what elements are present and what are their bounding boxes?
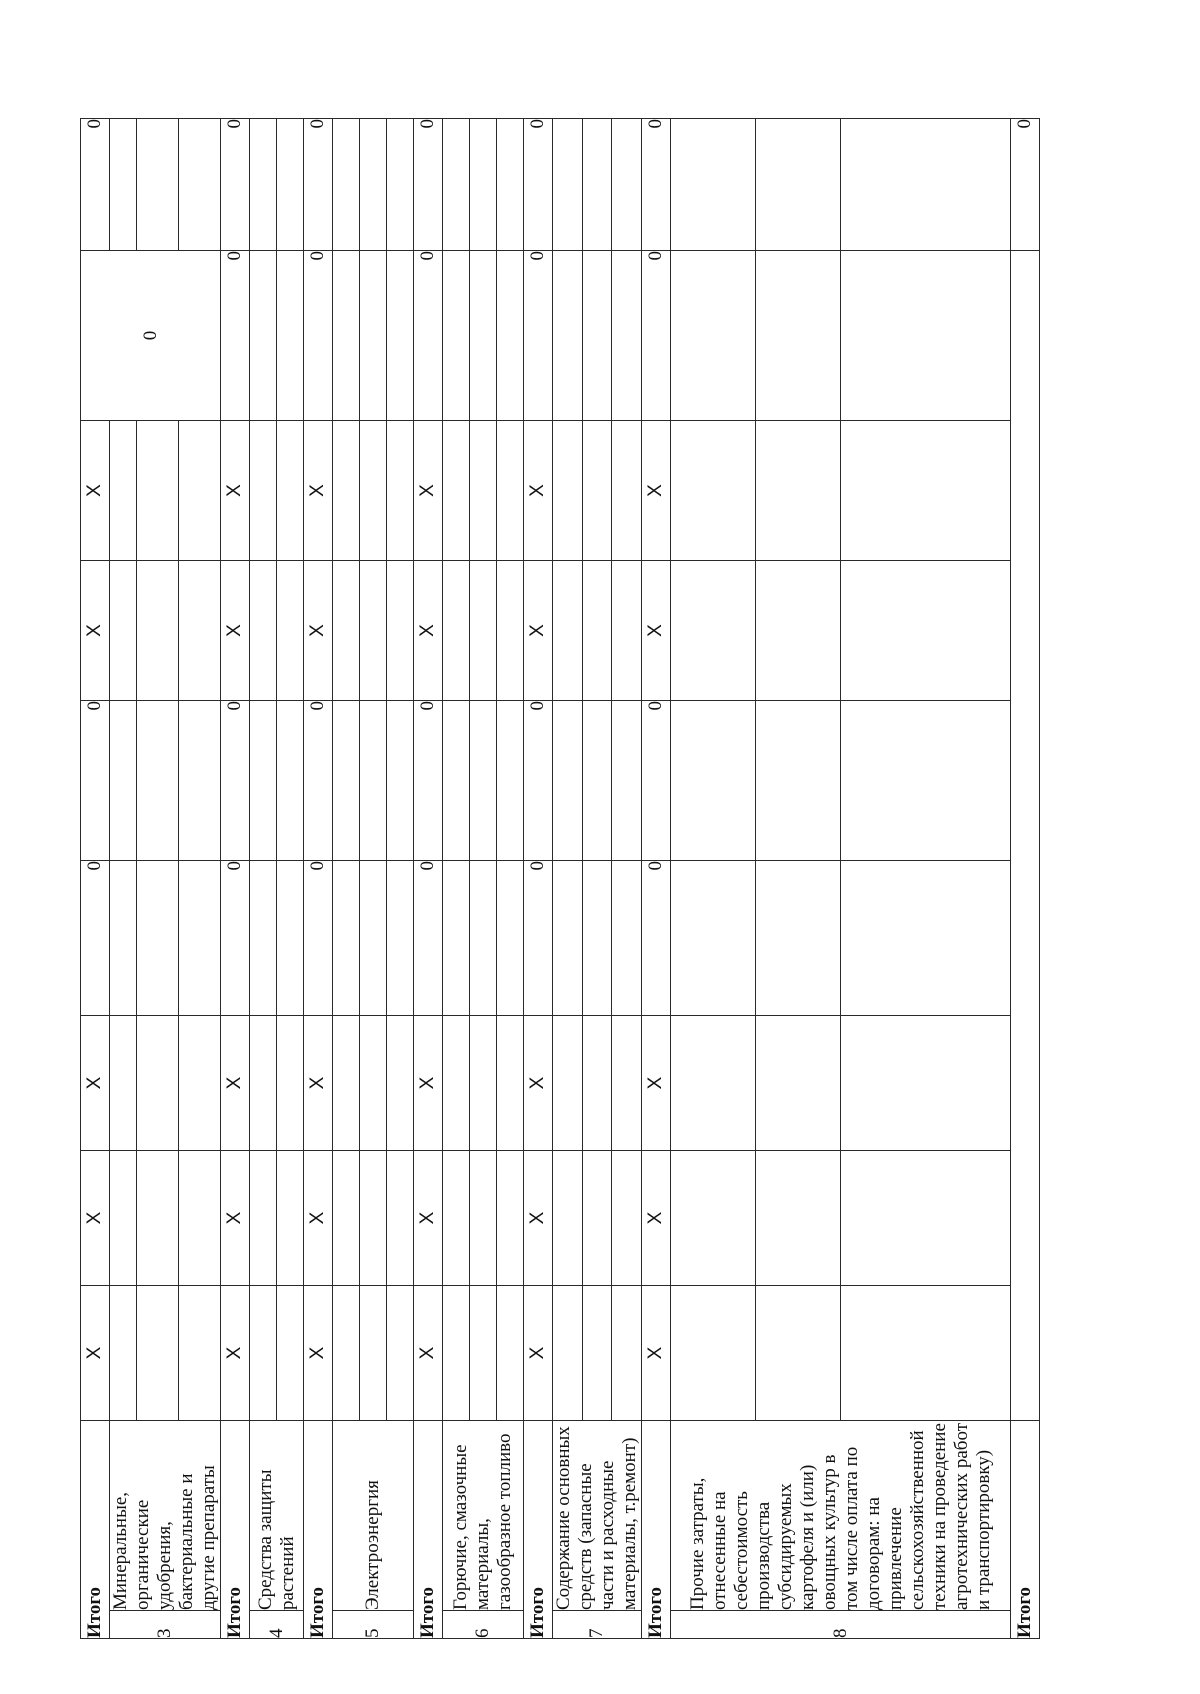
mark-x: Х <box>304 1016 333 1151</box>
zero-value: 0 <box>524 861 553 1016</box>
mark-x: Х <box>524 1151 553 1286</box>
zero-value: 0 <box>81 251 221 421</box>
cost-table <box>80 118 1040 1639</box>
mark-x: Х <box>414 421 443 561</box>
zero-value: 0 <box>524 251 553 421</box>
table-row <box>81 119 110 1639</box>
zero-value: 0 <box>221 119 250 251</box>
zero-value: 0 <box>642 701 671 861</box>
zero-value: 0 <box>642 251 671 421</box>
mark-x: Х <box>221 1151 250 1286</box>
zero-value: 0 <box>221 251 250 421</box>
mark-x: Х <box>221 561 250 701</box>
table-row <box>553 119 583 1639</box>
itogo-label: Итого <box>642 1421 671 1639</box>
table-row <box>250 119 277 1639</box>
mark-x: Х <box>642 561 671 701</box>
zero-value: 0 <box>221 701 250 861</box>
mark-x: Х <box>524 1286 553 1421</box>
table-row <box>524 119 553 1639</box>
zero-value: 0 <box>642 861 671 1016</box>
table-row <box>612 119 642 1639</box>
section-label: Минеральные, органические удобрения, бактериальные и другие препараты <box>110 1421 221 1611</box>
itogo-label: Итого <box>524 1421 553 1639</box>
table-row <box>333 119 360 1639</box>
mark-x: Х <box>81 1286 110 1421</box>
table-row <box>414 119 443 1639</box>
zero-value: 0 <box>81 701 110 861</box>
section-label: Прочие затраты, отнесенные на себестоимость производства субсидируемых картофеля и (или) овощных культур в том числе оплата по договорам: на привлечение сельскохозяйственной техники на проведение агротехнических работ и транспортировку) <box>671 1421 1011 1611</box>
itogo-label: Итого <box>304 1421 333 1639</box>
zero-value: 0 <box>414 119 443 251</box>
itogo-label: Итого <box>1011 1421 1040 1639</box>
mark-x: Х <box>221 1286 250 1421</box>
mark-x: Х <box>81 1151 110 1286</box>
empty-span <box>1011 251 1040 1421</box>
table-row <box>221 119 250 1639</box>
zero-value: 0 <box>81 119 110 251</box>
mark-x: Х <box>304 421 333 561</box>
table-row <box>671 119 756 1639</box>
section-label: Горючие, смазочные материалы, газообразное топливо <box>443 1421 524 1611</box>
mark-x: Х <box>414 1016 443 1151</box>
zero-value: 0 <box>414 701 443 861</box>
mark-x: Х <box>524 421 553 561</box>
mark-x: Х <box>414 1286 443 1421</box>
table-row <box>470 119 497 1639</box>
section-number: 3 <box>110 1611 221 1639</box>
zero-value: 0 <box>642 119 671 251</box>
mark-x: Х <box>304 1151 333 1286</box>
mark-x: Х <box>304 1286 333 1421</box>
mark-x: Х <box>642 1286 671 1421</box>
mark-x: Х <box>81 1016 110 1151</box>
zero-value: 0 <box>414 861 443 1016</box>
section-number: 7 <box>553 1611 642 1639</box>
itogo-label: Итого <box>221 1421 250 1639</box>
zero-value: 0 <box>81 861 110 1016</box>
zero-value: 0 <box>304 119 333 251</box>
mark-x: Х <box>524 1016 553 1151</box>
zero-value: 0 <box>304 861 333 1016</box>
mark-x: Х <box>221 421 250 561</box>
section-number: 5 <box>333 1611 414 1639</box>
section-label: Средства защиты растений <box>250 1421 304 1611</box>
table-row <box>841 119 1011 1639</box>
zero-value: 0 <box>524 701 553 861</box>
mark-x: Х <box>304 561 333 701</box>
section-number: 8 <box>671 1611 1011 1639</box>
zero-value: 0 <box>414 251 443 421</box>
mark-x: Х <box>642 1016 671 1151</box>
zero-value: 0 <box>304 251 333 421</box>
zero-value: 0 <box>1011 119 1040 251</box>
section-number: 6 <box>443 1611 524 1639</box>
zero-value: 0 <box>221 861 250 1016</box>
mark-x: Х <box>414 561 443 701</box>
table-row <box>443 119 470 1639</box>
mark-x: Х <box>642 1151 671 1286</box>
table-row <box>277 119 304 1639</box>
table-row <box>387 119 414 1639</box>
table-row <box>1011 119 1040 1639</box>
itogo-label: Итого <box>414 1421 443 1639</box>
zero-value: 0 <box>304 701 333 861</box>
zero-value: 0 <box>524 119 553 251</box>
section-label: Электроэнергия <box>333 1421 414 1611</box>
mark-x: Х <box>81 421 110 561</box>
itogo-label: Итого <box>81 1421 110 1639</box>
table-row <box>756 119 841 1639</box>
table-row <box>497 119 524 1639</box>
section-number: 4 <box>250 1611 304 1639</box>
mark-x: Х <box>642 421 671 561</box>
table-row <box>642 119 671 1639</box>
table-row <box>360 119 387 1639</box>
mark-x: Х <box>221 1016 250 1151</box>
table-row <box>304 119 333 1639</box>
table-row <box>582 119 612 1639</box>
mark-x: Х <box>524 561 553 701</box>
mark-x: Х <box>81 561 110 701</box>
mark-x: Х <box>414 1151 443 1286</box>
section-label: Содержание основных средств (запасные части и расходные материалы, т.ремонт) <box>553 1421 642 1611</box>
